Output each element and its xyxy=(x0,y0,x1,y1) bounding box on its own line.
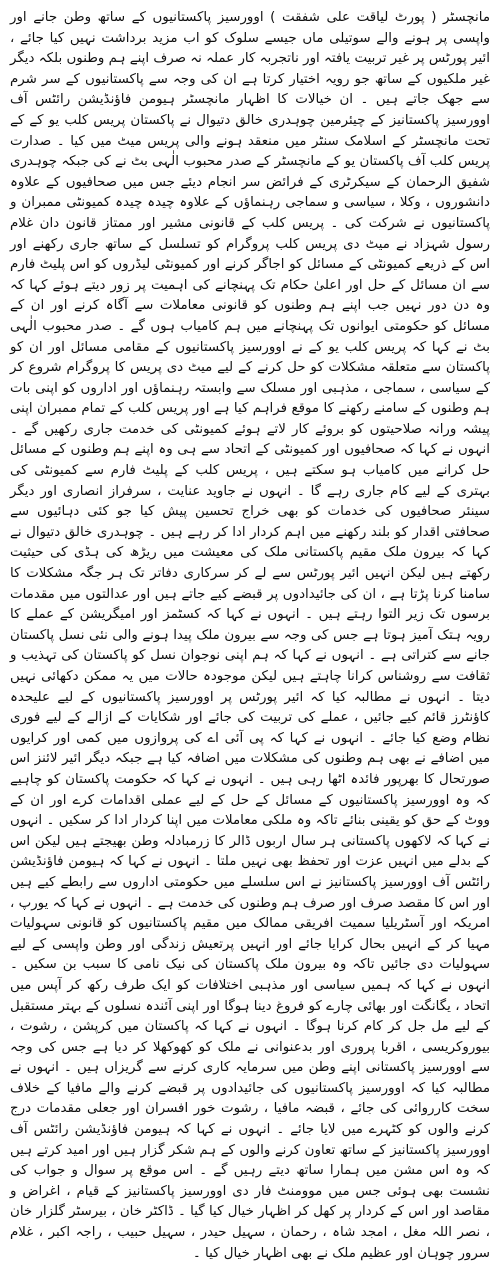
article-dateline: مانچسٹر ( پورٹ لیاقت علی شفقت ) xyxy=(270,10,490,25)
article-body: اوورسیز پاکستانیوں کے ساتھ وطن جانے اور واپسی پر ہونے والے سوتیلی ماں جیسے سلوک کو اب مزید برداشت نہیں کیا جائے ، ائیر پورٹس پر غیر تربیت یافتہ اور ناتجربہ کار عملہ نہ صرف اپنے ہم وطنوں بلکہ دیگر غیر ملکیوں کے ساتھ جو رویہ اختیار کرتا ہے ان کی وجہ سے پاکستانیوں کے سر شرم سے جھک جاتے ہیں ۔ ان خیالات کا اظہار مانچسٹر ہیومن فاؤنڈیشن رائٹس آف اوورسیز پاکستانیز کے چیئرمین چوہدری خالق دتیوال نے پاکستان پریس کلب یو کے کے تحت مانچسٹر کے اسلامک سنٹر میں منعقد ہونے والی پریس میٹ میں کیا ۔ صدارت پریس کلب آف پاکستان یو کے مانچسٹر کے صدر محبوب الٰہی بٹ نے کی جبکہ چوہدری شفیق الرحمان کے سیکرٹری کے فرائض سر انجام دیئے جس میں صحافیوں کے علاوہ دانشوروں ، وکلا ، سیاسی و سماجی رہنماؤں کے علاوہ چیدہ چیدہ کمیونٹی ممبران و پاکستانیوں نے شرکت کی ۔ پریس کلب کے قانونی مشیر اور ممتاز قانون دان غلام رسول شہزاد نے میٹ دی پریس کلب پروگرام کو تسلسل کے ساتھ جاری رکھنے اور اس کے ذریعے کمیونٹی کے مسائل کو اجاگر کرنے اور کمیونٹی لیڈروں کو اس پلیٹ فارم سے ان مسائل کے حل اور اعلیٰ حکام تک پہنچانے کی اہمیت پر زور دیتے ہوئے کہا کہ وہ دن دور نہیں جب اپنے ہم وطنوں کو قانونی معاملات سے آگاہ کرنے اور ان کے مسائل کو حکومتی ایوانوں تک پہنچانے میں ہم کامیاب ہوں گے ۔ صدر محبوب الٰہی بٹ نے کہا کہ پریس کلب یو کے نے اوورسیز پاکستانیوں کے مقامی مسائل اور ان کو پاکستان سے متعلقہ مشکلات کو حل کرنے کے لیے میٹ دی پریس کا پروگرام شروع کر کے سیاسی ، سماجی ، مذہبی اور مسلک سے وابستہ رہنماؤں اور اداروں کو اپنی بات ہم وطنوں کے سامنے رکھنے کا موقع فراہم کیا ہے اور پریس کلب کے تمام ممبران اپنی پیشہ ورانہ صلاحیتوں کو بروئے کار لاتے ہوئے کمیونٹی کی خدمت جاری رکھیں گے ۔ انہوں نے کہا کہ صحافیوں اور کمیونٹی کے اتحاد سے ہی وہ اپنے ہم وطنوں کے مسائل حل کرانے میں کامیاب ہو سکتے ہیں ، پریس کلب کے پلیٹ فارم سے کمیونٹی کی بہتری کے لیے کام جاری رہے گا ۔ انہوں نے جاوید عنایت ، سرفراز انصاری اور دیگر سینئر صحافیوں کی خدمات کو بھی خراج تحسین پیش کیا جو کئی دہائیوں سے صحافتی اقدار کو بلند رکھنے میں اہم کردار ادا کر رہے ہیں ۔ چوہدری خالق دتیوال نے کہا کہ بیرون ملک مقیم پاکستانی ملک کی معیشت میں ریڑھ کی ہڈی کی حیثیت رکھتے ہیں لیکن انہیں ائیر پورٹس سے لے کر سرکاری دفاتر تک ہر جگہ مشکلات کا سامنا کرنا پڑتا ہے ، ان کی جائیدادوں پر قبضے کیے جاتے ہیں اور عدالتوں میں مقدمات برسوں تک زیر التوا رہتے ہیں ۔ انہوں نے کہا کہ کسٹمز اور امیگریشن کے عملے کا رویہ ہتک آمیز ہوتا ہے جس کی وجہ سے بیرون ملک پیدا ہونے والی نئی نسل پاکستان جانے سے کتراتی ہے ۔ انہوں نے کہا کہ ہم اپنی نوجوان نسل کو پاکستان کی تہذیب و ثقافت سے روشناس کرانا چاہتے ہیں لیکن موجودہ حالات میں یہ ممکن دکھائی نہیں دیتا ۔ انہوں نے مطالبہ کیا کہ ائیر پورٹس پر اوورسیز پاکستانیوں کے لیے علیحدہ کاؤنٹرز قائم کیے جائیں ، عملے کی تربیت کی جائے اور شکایات کے ازالے کے لیے فوری نظام وضع کیا جائے ۔ انہوں نے کہا کہ پی آئی اے کی پروازوں میں کمی اور کرایوں میں اضافے نے بھی ہم وطنوں کی مشکلات میں اضافہ کیا ہے جبکہ دیگر ائیر لائنز اس صورتحال کا بھرپور فائدہ اٹھا رہی ہیں ۔ انہوں نے کہا کہ حکومت پاکستان کو چاہیے کہ وہ اوورسیز پاکستانیوں کے مسائل کے حل کے لیے عملی اقدامات کرے اور ان کے ووٹ کے حق کو یقینی بنائے تاکہ وہ ملکی معاملات میں اپنا کردار ادا کر سکیں ۔ انہوں نے کہا کہ لاکھوں پاکستانی ہر سال اربوں ڈالر کا زرمبادلہ وطن بھیجتے ہیں لیکن اس کے بدلے میں انہیں عزت اور تحفظ بھی نہیں ملتا ۔ انہوں نے کہا کہ ہیومن فاؤنڈیشن رائٹس آف اوورسیز پاکستانیز نے اس سلسلے میں حکومتی اداروں سے رابطے کیے ہیں اور اس کا مقصد صرف اور صرف ہم وطنوں کی خدمت ہے ۔ انہوں نے کہا کہ یورپ ، امریکہ اور آسٹریلیا سمیت افریقی ممالک میں مقیم پاکستانیوں کو قانونی سہولیات مہیا کر کے انہیں بحال کرایا جائے اور انہیں پرتعیش زندگی اور وطن واپسی کے لیے سہولیات دی جائیں تاکہ وہ بیرون ملک پاکستان کی نیک نامی کا سبب بن سکیں ۔ انہوں نے کہا کہ ہمیں سیاسی اور مذہبی اختلافات کو ایک طرف رکھ کر آپس میں اتحاد ، یگانگت اور بھائی چارے کو فروغ دینا ہوگا اور اپنی آئندہ نسلوں کے بہتر مستقبل کے لیے مل جل کر کام کرنا ہوگا ۔ انہوں نے کہا کہ پاکستان میں کرپشن ، رشوت ، بیوروکریسی ، اقربا پروری اور بدعنوانی نے ملک کو کھوکھلا کر دیا ہے جس کی وجہ سے اوورسیز پاکستانی اپنے وطن میں سرمایہ کاری کرنے سے گریزاں ہیں ۔ انہوں نے مطالبہ کیا کہ اوورسیز پاکستانیوں کی جائیدادوں پر قبضے کرنے والے مافیا کے خلاف سخت کارروائی کی جائے ، قبضہ مافیا ، رشوت خور افسران اور جعلی مقدمات درج کرنے والوں کو کٹہرے میں لایا جائے ۔ انہوں نے کہا کہ ہیومن فاؤنڈیشن رائٹس آف اوورسیز پاکستانیز کے ساتھ تعاون کرنے والوں کے ہم شکر گزار ہیں اور امید کرتے ہیں کہ وہ اس مشن میں ہمارا ساتھ دیتے رہیں گے ۔ اس موقع پر سوال و جواب کی نشست بھی ہوئی جس میں موومنٹ فار دی اوورسیز پاکستانیز کے قیام ، اغراض و مقاصد اور اس کے کردار پر کھل کر اظہار خیال کیا گیا ۔ ڈاکٹر خان ، بیرسٹر گلزار خان ، نصر اللہ مغل ، امجد شاہ ، رحمان ، سہیل حیدر ، سہیل حبیب ، راجہ اکبر ، غلام سرور چوہان اور عظیم ملک نے بھی اظہار خیال کیا ۔ xyxy=(10,10,490,1261)
article-paragraph xyxy=(10,8,490,1264)
